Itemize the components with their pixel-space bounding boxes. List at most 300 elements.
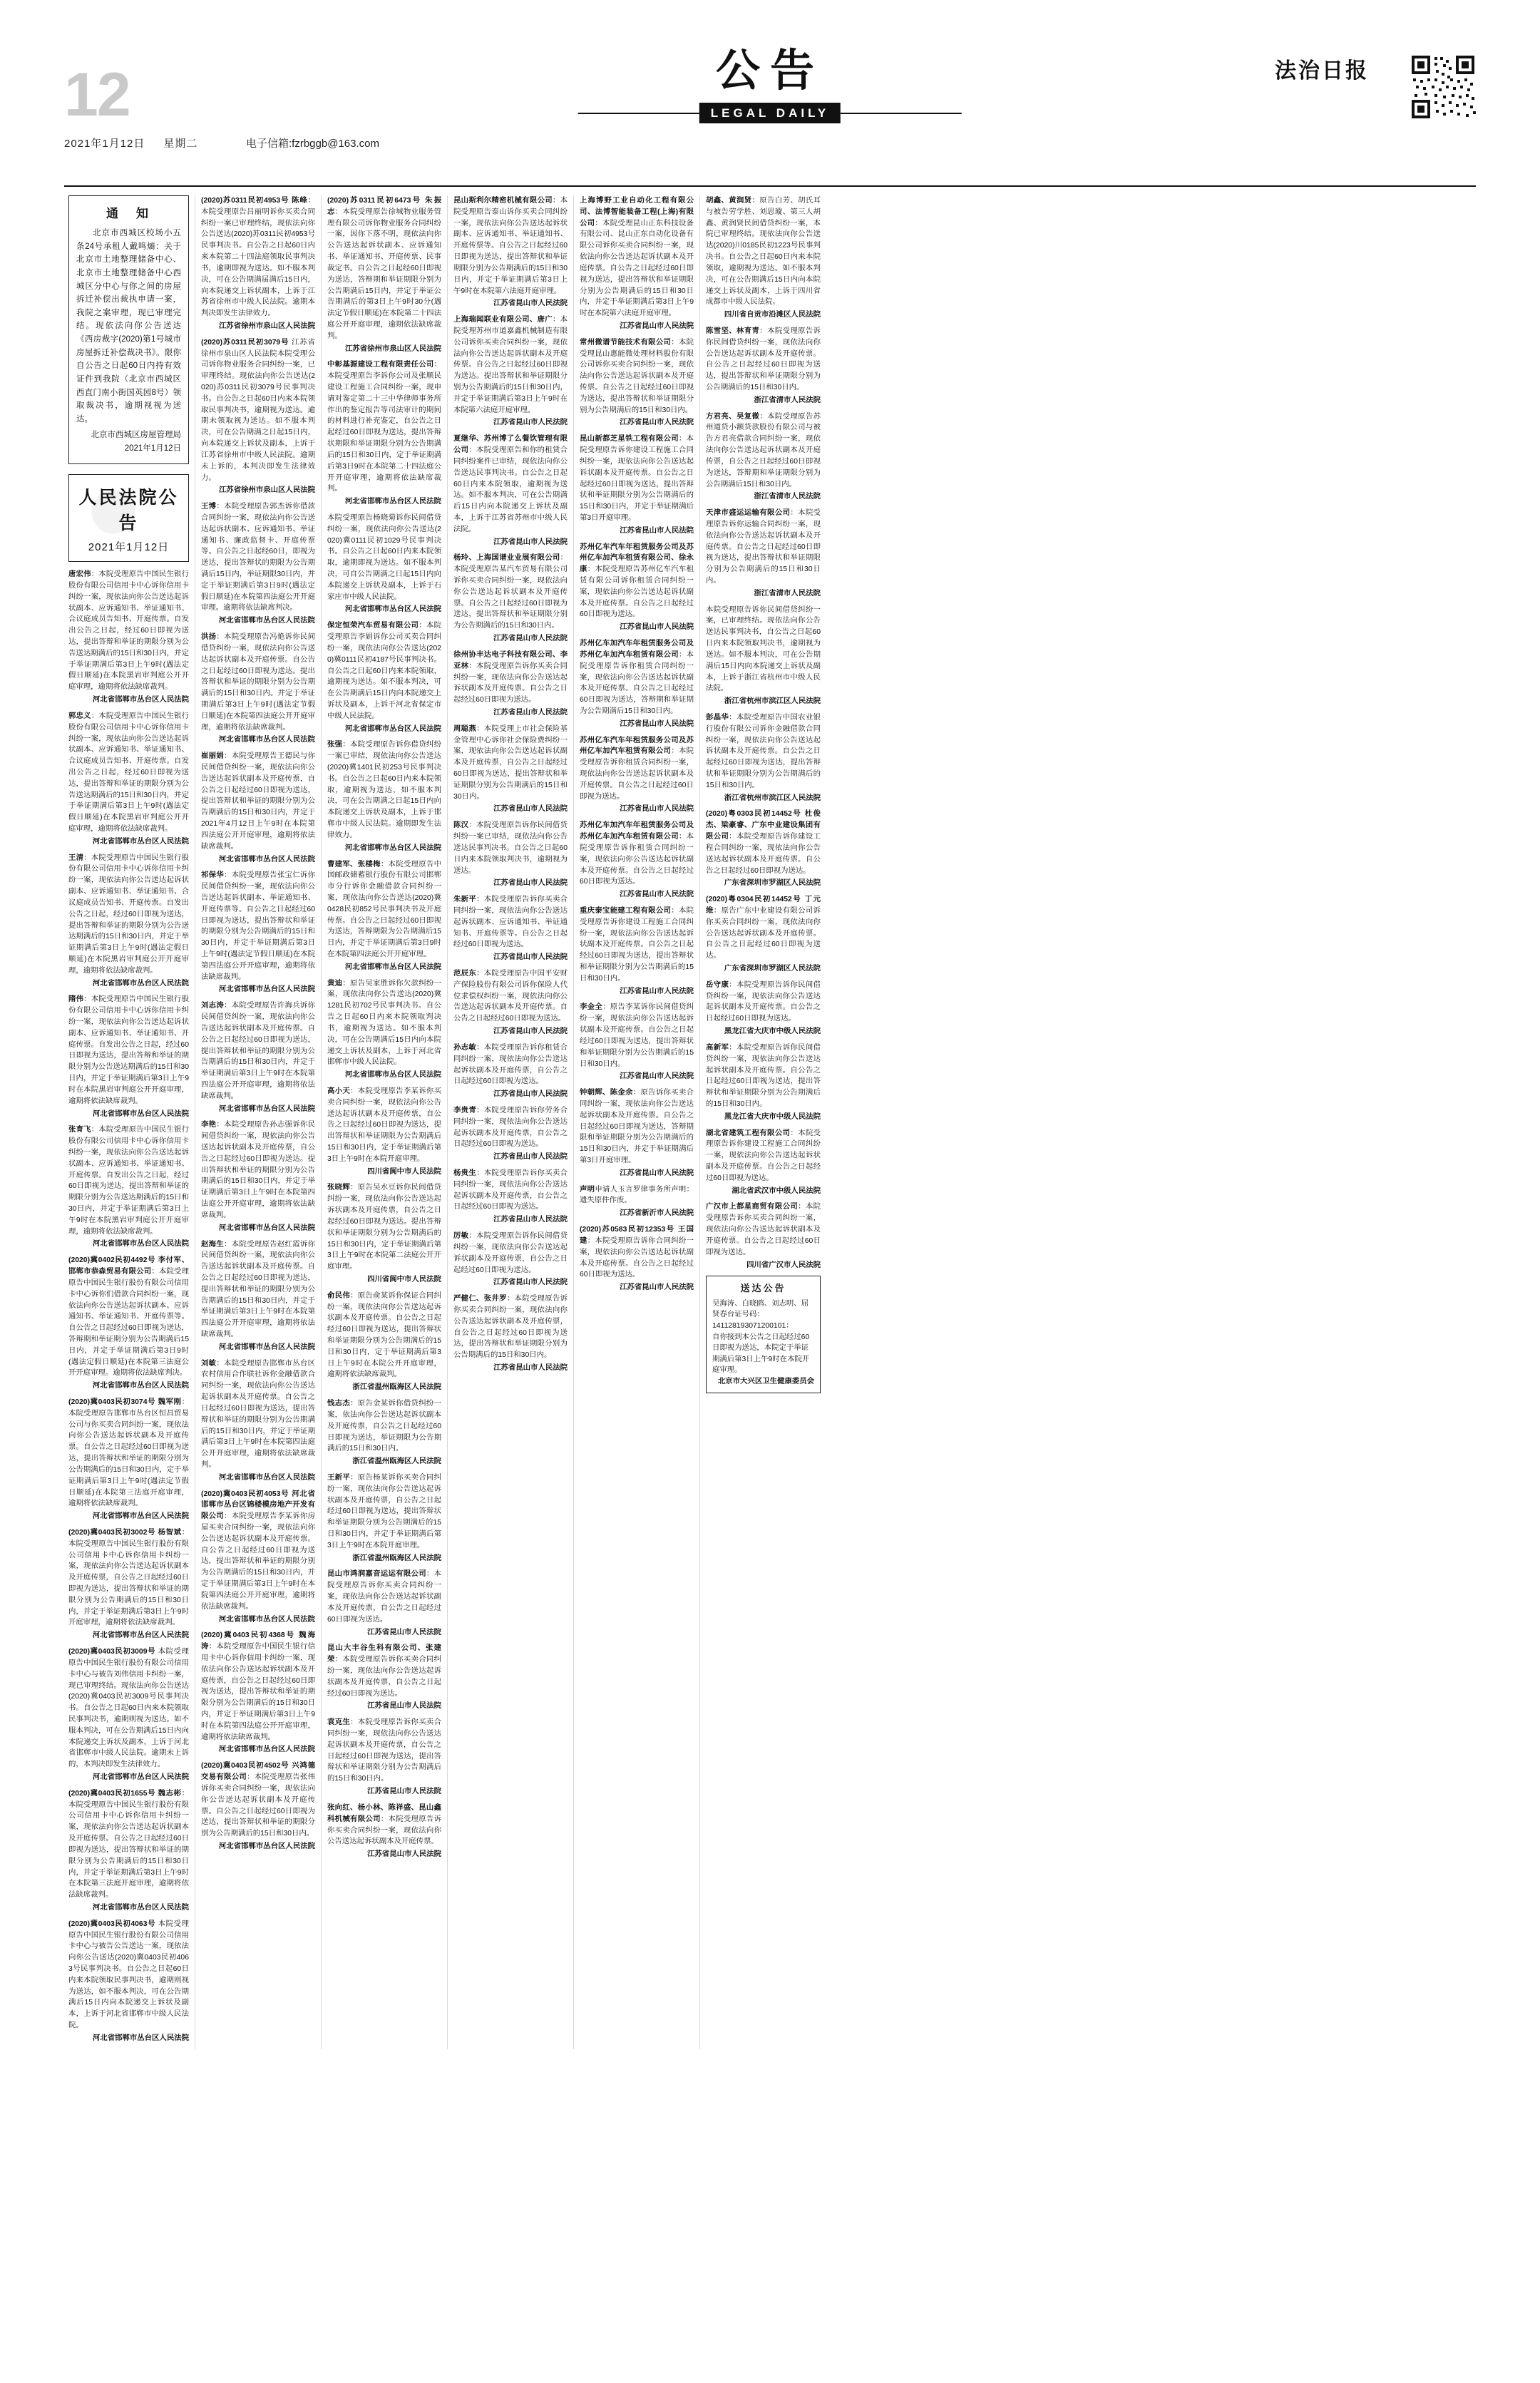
announcement-text: ：本院受理原告诉你买卖合同纠纷一案，现依法向你公告送达起诉状副本及开庭传票。 <box>327 1815 442 1846</box>
announcement-item <box>453 1168 568 1226</box>
issuing-court: 河北省邯郸市丛台区人民法院 <box>92 696 189 704</box>
announcement-text: ：本院受理原告许海兵诉你民间借贷纠纷一案，现依法向你公告送达起诉状副本及开庭传票。自公告之日起经过60日即视为送达，提出答辩状和举证的期限分别为公告期满后的15日和30日内，并定于举证期满后第3日上午9时在本院第四法庭公开开庭审理，逾期将依法缺席裁判。 <box>201 1002 316 1100</box>
case-number: (2020)苏0311民初6473号 <box>327 197 422 205</box>
announcement-text: ：本院受理原告吕丽明诉你买卖合同纠纷一案已审理终结，现依法向你公告送达(2020)苏0311民初4953号民事判决书。自公告之日起60日内来本院第二十四法庭领取民事判决书，逾期即视为送达。如不服本判决，可在公告期满届满后15日内，向本院递交上诉状副本，上诉于江苏省徐州市中级人民法院。逾期本判决即发生法律效力。 <box>201 197 315 318</box>
party-name: 王新平 <box>327 1473 351 1482</box>
column-5-articles <box>580 195 694 1293</box>
issuing-court: 江苏省昆山市人民法院 <box>493 1278 568 1287</box>
issuing-court: 江苏省昆山市人民法院 <box>493 1216 568 1224</box>
announcement-text: ：本院受理原告泰山诉你买卖合同纠纷一案，现依法向你公告送达起诉状副本、应诉通知书、举证通知书、开庭传票等。自公告之日起经过60日即视为送达，提出答辩状和举证期限分别为公告期满后的15日和30日内，并定于举证期满后第3日上午9时在本院第六法庭开庭审理。 <box>453 197 568 295</box>
issuing-court: 浙江省清市人民法院 <box>754 493 821 501</box>
announcement-text: ：本院受理原告李诉你公司及张顺民建设工程施工合同纠纷一案，现申请对鉴定第二十三中华律师事务所作出的鉴定报告等司法审计的期间的材料进行补充鉴定，自公告之日起经过60日即视为送达，提出答辩状期限和举证期限分别为公告期满后的15日和30日内，定于举证期满后第3日9时在本院第二十四法庭公开开庭审理，逾期将依法缺席裁判。 <box>327 361 441 493</box>
column-3 <box>322 195 448 2049</box>
party-name: 方君亮、吴复微 <box>706 412 760 421</box>
issuing-court: 黑龙江省大庆市中级人民法院 <box>724 1112 821 1121</box>
announcement-text: 本院受理原告诉你民间借贷纠纷一案，已审理终结。现依法向你公告送达民事判决书，自公告之日起60日内来本院领取判决书，逾期视为送达。如不服本判决，可在公告期满后15日内向本院递交上诉状及副本，上诉于浙江省杭州市中级人民法院。 <box>706 605 821 693</box>
party-name: 广汉市上都星商贸有限公司 <box>706 1203 799 1211</box>
announcement-text: 江苏省徐州市泉山区人民法院本院受理公司诉你物业服务合同纠纷一案，已审理终结。现依法向你公告送达(2020)苏0311民初3079号民事判决书。自公告之日起60日内来本院领取民事判决书，逾期视为送达。逾期未领取视为送达。如不服本判决，可在公告期满之日起15日内，向本院递交上诉状及副本，上诉于江苏省徐州市中级人民法院。逾期未上诉的，本判决即发生法律效力。 <box>201 338 315 482</box>
court-announcement-date: 2021年1月12日 <box>88 541 170 554</box>
section-title-en-band <box>578 103 962 123</box>
party-name: 王博 <box>201 503 217 511</box>
case-number: (2020)粤0304民初14452号 <box>706 896 802 904</box>
party-name: 上海博野工业自动化工程有限公司、法博智能装备工程(上海)有限公司 <box>580 197 694 227</box>
announcement-item <box>327 1398 441 1467</box>
case-number: (2020)冀0402民初4492号 <box>68 1256 156 1265</box>
issuing-court: 浙江省杭州市滨江区人民法院 <box>724 794 821 802</box>
notice-body <box>76 227 181 426</box>
announcement-item <box>68 1255 189 1392</box>
case-number: (2020)冀0403民初3002号 <box>68 1528 156 1537</box>
party-name: 苏州亿车汽车年租赁服务公司及苏州亿车加汽车租赁有限公司 <box>580 736 694 756</box>
issuing-court: 江苏省昆山市人民法院 <box>493 953 568 962</box>
party-name: 昆山斯利尔精密机械有限公司 <box>453 197 553 205</box>
announcement-text: ：本院受理原告苏州亿车汽车租赁有限公司诉你租赁合同纠纷一案，现依法向你公告送达起诉状副本及开庭传票。自公告之日起经过60日即视为送达。 <box>580 565 694 619</box>
announcement-item <box>201 1239 315 1353</box>
announcement-item <box>327 1569 441 1638</box>
party-name: 朱新平 <box>453 896 477 904</box>
announcement-item <box>580 1087 694 1179</box>
announcement-item <box>580 638 694 730</box>
announcement-item <box>201 1119 315 1234</box>
column-1 <box>63 195 195 2049</box>
party-name: 杨贵生 <box>453 1169 477 1177</box>
party-name: 陈汉 <box>453 821 469 830</box>
party-name: 祁保华 <box>201 871 225 880</box>
announcement-text: ：原告诉你买卖合同纠纷一案，现依法向你公告送达起诉状副本及开庭传票。自公告之日起经过60日即视为送达，答辩期限和举证期限分别为公告期满后的15日和30日内，并定于举证期满后第3日开庭审理。 <box>580 1089 694 1164</box>
party-name: 李艳 <box>201 1121 217 1129</box>
issuing-court: 河北省邯郸市丛台区人民法院 <box>218 1746 315 1754</box>
announcement-item <box>453 650 568 719</box>
notice-paragraph: 北京市西城区校场小五条24号承租人戴鸣熵：关于北京市土地整理储备中心、北京市土地整理储备中心西城区分中心与你之间的房屋拆迁补偿出裁执申请一案，我院之案审理，现已审理完结。现依法向你公告送达《西房裁字(2020)第1号城市房屋拆迁补偿裁决书》。限你自公告之日起60日内持有效证件到我院（北京市西城区西直门南小街国英园8号）领取裁决书，逾期视视为送达。 <box>76 229 181 424</box>
announcement-text: ：本院受理原告诉你建设工程合同纠纷一案，现依法向你公告送达起诉状副本及开庭传票。自公告之日起经过60日即视为送达。 <box>706 833 821 875</box>
issuing-court: 河北省邯郸市丛台区人民法院 <box>92 837 189 846</box>
qr-code-icon <box>1410 54 1476 120</box>
announcement-item <box>327 739 441 854</box>
issuing-court: 河北省邯郸市丛台区人民法院 <box>218 736 315 744</box>
announcement-item <box>201 1000 315 1114</box>
issuing-court: 河北省邯郸市丛台区人民法院 <box>92 1382 189 1390</box>
announcement-text: ：本院受理原告苏州道贷小额贷款股份有限公司与被告方君亮借款合同纠纷一案，现依法向你公告送达起诉状副本及开庭传票，自公告之日起经过60日即视为送达，答辩期和举证期限分别为公告期满后15日和30日内。 <box>706 412 821 488</box>
issuing-court: 广东省深圳市罗湖区人民法院 <box>724 879 821 888</box>
issuing-court: 河北省邯郸市丛台区人民法院 <box>218 1105 315 1113</box>
party-name: 范辰东 <box>453 970 477 978</box>
column-6 <box>700 195 826 2049</box>
announcement-text: ：本院受理原告诉你借贷纠纷一案已审结，现依法向你公告送达(2020)冀1401民初253号民事判决书。自公告之日起60日内来本院领取，逾期视为送达，如不服本判决，可在公告期满之日起15日内向本院递交上诉状及副本，上诉于邯郸市中级人民法院。逾期即发生法律效力。 <box>327 741 442 839</box>
announcement-item <box>68 711 189 848</box>
announcement-text: ：本院受理原告中国民生银行股份有限公司信用卡中心诉你信用卡纠纷一案，现依法向你公告送达起诉状副本、应诉通知书、举证通知书、开庭传票。自发出公告之日起，经过60日即视为送达，提出答辩和举证的期限分别为公告送达期满后的15日和30日内，并定于举证期满后第3日上午9时在本院黑岩审判庭公开开庭审理，逾期将依法缺席裁判。 <box>68 995 190 1105</box>
announcement-text: ：原告广东中业建设有限公司诉你买卖合同纠纷一案，现依法向你公告送达起诉状副本及开庭传票。自公告之日起经过60日即视为送达。 <box>706 906 821 960</box>
party-name: 陈雪坚、林育青 <box>706 327 760 335</box>
issuing-court: 江苏省昆山市人民法院 <box>620 419 694 427</box>
notice-signature <box>76 429 181 455</box>
party-name: 高小天 <box>327 1087 351 1095</box>
issuing-court: 黑龙江省大庆市中级人民法院 <box>724 1027 821 1036</box>
columns-container <box>63 195 1477 2049</box>
issuing-court: 江苏省昆山市人民法院 <box>620 719 694 728</box>
issuing-court: 江苏省昆山市人民法院 <box>493 1027 568 1036</box>
party-name: 李贵青 <box>453 1106 477 1114</box>
issuing-court: 江苏省昆山市人民法院 <box>493 299 568 308</box>
issuing-court: 河北省邯郸市丛台区人民法院 <box>218 1224 315 1232</box>
issuing-court: 河北省邯郸市丛台区人民法院 <box>218 985 315 994</box>
notice-date: 2021年1月12日 <box>124 444 181 453</box>
announcement-text: ：本院受理原告王德民与你民间借贷纠纷一案，现依法向你公告送达起诉状副本及开庭传票，自公告之日起经过60日即视为送达，提出答辩状和举证的期限分别为公告期满后的15日和30日内，并定于2021年4月12日上午9时在本院第四法庭公开开庭审理，逾期将依法缺席裁判。 <box>201 752 316 851</box>
party-name: 中彰基源建设工程有限责任公司 <box>327 361 434 369</box>
case-number: (2020)苏0583民初12353号 <box>580 1226 675 1234</box>
column-6-articles <box>706 195 821 1271</box>
announcement-item <box>201 195 315 332</box>
issuing-court: 江苏省昆山市人民法院 <box>620 805 694 814</box>
announcement-item <box>580 906 694 998</box>
bottom-notice-line-1: 吴海涛、白晓鸥、刘志明、屈贤春台证号码：141128193071200101： <box>712 1299 809 1331</box>
announcement-item <box>327 359 441 508</box>
announcement-item <box>453 1042 568 1100</box>
announcement-text: ：本院受理原告中国邮政储蓄银行股份有限公司邯郸市分行诉你金融借款合同纠纷一案，现依法向你公告送达(2020)冀0428民初852号民事判决书及开庭传票。自公告之日起经过60日即视为送达，答辩期限为公告期满后15日内，并定于举证期满后第3日9时在本院第四法庭公开开庭审理。 <box>327 860 442 958</box>
announcement-text: ：本院受理原告和你的租赁合同纠纷案件已审结，现依法向你公告送达民事判决书。自公告之日起60日内来本院领取，逾期视为送达。如不服本判决，可在公告期满后15日内向本院递交上诉状及副本，上诉于江苏省苏州市中级人民法院。 <box>453 446 568 533</box>
party-name: 丁元维 <box>706 896 821 915</box>
party-name: 厉敏 <box>453 1232 469 1241</box>
announcement-item <box>201 1358 315 1484</box>
announcement-item <box>68 1919 189 2044</box>
issuing-court: 河北省邯郸市丛台区人民法院 <box>218 1343 315 1351</box>
announcement-item <box>201 1761 315 1852</box>
announcement-item <box>580 1224 694 1293</box>
announcement-item <box>327 1803 441 1860</box>
party-name: 徐州协丰达电子科技有限公司、李亚林 <box>453 650 568 670</box>
party-name: 声明 <box>580 1185 595 1194</box>
party-name: 张育飞 <box>68 1126 91 1134</box>
email-label: 电子信箱:fzrbggb@163.com <box>246 138 379 150</box>
announcement-item <box>327 978 441 1081</box>
party-name: 魏军刚 <box>158 1398 182 1407</box>
party-name: 上海瑞闻联业有限公司、唐广 <box>453 316 553 324</box>
issuing-court: 河北省邯郸市丛台区人民法院 <box>218 1473 315 1482</box>
notice-box <box>68 195 189 464</box>
announcement-text: ：本院受理原告诉你民间借贷纠纷一案，现依法向你公告送达起诉状副本及开庭传票。自公告之日起经过60日即视为送达，提出答辩状和举证期限分别为公告期满后的15日和30日内。 <box>706 327 821 391</box>
issuing-court: 河北省邯郸市丛台区人民法院 <box>92 1512 189 1521</box>
announcement-text: ：本院受理原告诉你建设工程施工合同纠纷一案，现依法向你公告送达起诉状副本及开庭传票。自公告之日起经过60日即视为送达。 <box>706 1129 821 1182</box>
issuing-court: 河北省邯郸市丛台区人民法院 <box>218 855 315 863</box>
masthead-rule <box>64 185 1476 187</box>
announcement-item <box>706 1201 821 1271</box>
party-name: 天津市盛运运输有限公司 <box>706 509 791 518</box>
party-name: 崔丽娟 <box>201 752 225 761</box>
date-text: 2021年1月12日 <box>64 138 145 150</box>
case-number: (2020)粤0303民初14452号 <box>706 810 802 819</box>
announcement-item <box>706 712 821 804</box>
party-name: 钱志杰 <box>327 1400 351 1408</box>
announcement-text: ：本院受理原告诉你买卖合同纠纷一案，现依法向你公告送达起诉状副本及开庭传票。自公告之日起经过60日即视为送达。 <box>453 662 568 704</box>
announcement-text: ：本院受理原告诉你租赁合同纠纷一案，现依法向你公告送达起诉状副本及开庭传票。自公告之日起经过60日即视为送达。 <box>580 747 694 801</box>
announcement-item <box>453 820 568 889</box>
issuing-court: 河北省邯郸市丛台区人民法院 <box>344 498 441 506</box>
announcement-text: ：原告吴家胜诉你欠款纠纷一案，现依法向你公告送达(2020)冀1281民初702号民事判决书。自公告之日起60日内来本院领取判决书，逾期视为送达。如不服本判决，可在公告期满后15日内向本院递交上诉状及副本，上诉于河北省邯郸市中级人民法院。 <box>327 979 442 1067</box>
party-name: 孙志敏 <box>453 1043 477 1052</box>
party-name: 常州微谱节能技术有限公司 <box>580 338 672 347</box>
announcement-text: ：本院受理苏州市道嘉鑫机械制造有限公司诉你买卖合同纠纷一案，现依法向你公告送达起诉状副本及开庭传票。自公告之日起经过60日即视为送达。提出答辩状和举证期限分别为公告期满后的15日和30日内，并定于举证期满后第3日上午9时在本院第六法庭开庭审理。 <box>453 316 568 414</box>
announcement-text: 申请人玉言罗律事务所声明：遗失原件作废。 <box>580 1185 694 1205</box>
announcement-text: ：本院受理原告诉你买卖合同纠纷一案，现依法向你公告送达起诉状副本及开庭传票，自公告之日起经过60日即视为送达。 <box>453 1169 568 1211</box>
publication-date <box>64 135 197 150</box>
case-number: (2020)冀0403民初4368号 <box>201 1631 296 1640</box>
announcement-item <box>201 751 315 865</box>
announcement-item <box>327 1472 441 1564</box>
announcement-text: ：本院受理原告诉你租赁合同纠纷一案，现依法向你公告送达起诉状副本及开庭传票。自公告之日起经过60日即视为送达，答辩期和举证期为公告期满后15日和30日内。 <box>580 650 694 715</box>
announcement-text: ：本院受理昆山惠能微处理材料股份有限公司诉你买卖合同纠纷一案，现依法向你公告送达起诉状副本及开庭传票。自公告之日起经过60日即视为送达，提出答辩状和举证期限分别为公告期满后的15日和30日内。 <box>580 338 694 414</box>
issuing-court: 河北省邯郸市丛台区人民法院 <box>92 1109 189 1118</box>
announcement-item <box>327 859 441 973</box>
court-announcement-header <box>68 474 189 562</box>
announcement-text: 本院受理原告杨晓菊诉你民间借贷纠纷一案，现依法向你公告送达(2020)冀0111民初1029号民事判决书。自公告之日起60日内来本院领取，逾期即视为送达。如不服本判决，可自公告期满之日起15日内向本院递交上诉状及副本，上诉于石家庄市中级人民法院。 <box>327 513 441 601</box>
announcement-item <box>68 1646 189 1783</box>
party-name: 苏州亿车加汽车年租赁服务公司及苏州亿车加汽车租赁有限公司 <box>580 640 694 659</box>
case-number: (2020)苏0311民初4953号 <box>201 197 289 205</box>
party-name: 赵海生 <box>201 1240 225 1249</box>
newspaper-page <box>0 43 1540 2383</box>
announcement-text: ：本院受理原告中国民生银行股份有限公司信用卡中心诉你信用卡纠纷一案，现依法向你公告送达起诉状副本、应诉通知书、举证通知书、开庭传票。自发出公告之日起，经过60日即视为送达，提出答辩和举证的期限分别为公告送达期满后的15日和30日内，并定于举证期满后第3日上午9时在本院黑岩审判庭公开开庭审理，逾期将依法缺席裁判。 <box>68 1126 190 1236</box>
issuing-court: 江苏省昆山市人民法院 <box>620 526 694 535</box>
party-name: 王清 <box>68 854 84 862</box>
issuing-court: 江苏省昆山市人民法院 <box>620 1072 694 1081</box>
case-number: (2020)冀0403民初4502号 <box>201 1762 289 1770</box>
issuing-court: 江苏省昆山市人民法院 <box>493 538 568 546</box>
announcement-text: ：本院受理原告中国民生银行信用卡中心诉你信用卡纠纷一案，现依法向你公告送达起诉状副本及开庭传票，自公告之日起经过60日即视为送达，提出答辩状和举证的期限分别为公告期满后的15日和30日内，并定于举证期满后第3日上午9时在本院第四法庭公开开庭审理，逾期将依法缺席裁判。 <box>201 1643 315 1741</box>
issuing-court: 江苏省昆山市人民法院 <box>493 708 568 717</box>
party-name: 昆山大丰谷生科有限公司、张建荣 <box>327 1644 441 1664</box>
announcement-item <box>706 1042 821 1123</box>
announcement-item <box>706 894 821 975</box>
party-name: 河北省邯郸市丛台区锦楼模房地产开发有限公司 <box>201 1490 316 1521</box>
announcement-item <box>201 870 315 995</box>
announcement-text: ：本院受理原告诉你民间借贷纠纷一案，现依法向你公告送达起诉状副本及开庭传票。自公告之日起经过60日即视为送达。 <box>706 980 821 1023</box>
announcement-text: ：本院受理原告李某诉你房屋买卖合同纠纷一案，现依法向你公告送达起诉状副本及开庭传票。自公告之日起经过60日即视为送达，提出答辩状和举证的期限分别为公告期满后的15日和30日内，并定于举证期满后第3日上午9时在本院第四法庭公开开庭审理，逾期将依法缺席裁判。 <box>201 1512 316 1611</box>
section-title-en: LEGAL DAILY <box>699 103 841 123</box>
announcement-item <box>453 314 568 429</box>
party-name: 王国建 <box>580 1226 694 1245</box>
case-number: (2020)苏0311民初3079号 <box>201 338 289 347</box>
issuing-court: 江苏省昆山市人民法院 <box>367 1850 441 1859</box>
issuing-court: 浙江省杭州市滨江区人民法院 <box>724 697 821 706</box>
party-name: 严健仁、张井罗 <box>453 1295 507 1303</box>
announcement-item <box>327 195 441 354</box>
issuing-court: 河北省邯郸市丛台区人民法院 <box>344 1071 441 1080</box>
announcement-item <box>453 968 568 1037</box>
party-name: 周聪燕 <box>453 724 477 733</box>
party-name: 朱振志 <box>327 197 442 216</box>
party-name: 苏州亿车加汽车年租赁服务公司及苏州亿车加汽车租赁有限公司 <box>580 821 694 841</box>
announcement-item <box>327 1086 441 1178</box>
party-name: 黄迪 <box>327 979 343 988</box>
column-4 <box>448 195 574 2049</box>
party-name: 张晓辉 <box>327 1184 351 1192</box>
announcement-text: ：本院受理原告诉你民间借贷纠纷一案，现依法向你公告送达起诉状副本及开庭传票。自公告之日起经过60日即视为送达，提出答辩状和举证期限分别为公告期满后的15日和30日内。 <box>706 1043 821 1108</box>
column-2 <box>195 195 322 2049</box>
party-name: 夏继华、苏州博了么餐饮管理有限公司 <box>453 435 568 455</box>
issuing-court: 河北省邯郸市丛台区人民法院 <box>92 2034 189 2042</box>
column-2-articles <box>201 195 315 1852</box>
announcement-text: ：本院受理原告中国民生银行股份有限公司信用卡中心诉你信用卡纠纷一案，现依法向你公告送达起诉状副本及开庭传票，自公告之日起经过60日即视为送达，提出答辩状和举证的期限分别为公告期满后的15日和30日内，并定于举证期满后第3日上午9时开庭审理，逾期将依法缺席裁判。 <box>68 1528 190 1627</box>
issuing-court: 江苏省昆山市人民法院 <box>620 1283 694 1292</box>
party-name: 杨智斌 <box>158 1528 182 1537</box>
announcement-text: ：本院受理原告徐城物业服务管理有限公司诉你物业服务合同纠纷一案，因你下落不明，现依法向你公告送达起诉状副本、应诉通知书、举证通知书、开庭传票、民事裁定书。自公告之日起经60日即视为送达，答辩期和举证期限分别为公告期满后15日内，并定于举证公告期满后的第3日上午9时30分(遇法定节假日顺延)在本院第二十四法庭公开开庭审理，逾期依法缺席裁判。 <box>327 207 441 340</box>
announcement-item <box>68 1527 189 1641</box>
issuing-court: 江苏省新沂市人民法院 <box>620 1209 694 1218</box>
announcement-item <box>201 337 315 496</box>
party-name: 高新军 <box>706 1043 729 1052</box>
issuing-court: 河北省邯郸市丛台区人民法院 <box>92 1773 189 1782</box>
column-3-articles <box>327 195 441 1860</box>
brand-logo <box>1275 53 1369 84</box>
announcement-item <box>706 195 821 321</box>
announcement-item <box>201 501 315 627</box>
announcement-item <box>327 1643 441 1712</box>
party-name: 曹建军、张楼梅 <box>327 860 381 868</box>
issuing-court: 河北省邯郸市丛台区人民法院 <box>218 1615 315 1624</box>
announcement-text: ：本院受理原告诉你买卖合同纠纷一案，现依法向你公告送达起诉状副本及开庭传票，自公告之日起经过60日即视为送达，提出答辩状和举证期限分别为公告期满后的15日和30日内。 <box>453 1295 568 1360</box>
announcement-item <box>68 569 189 706</box>
notice-title: 通 知 <box>106 207 151 221</box>
announcement-item <box>453 195 568 309</box>
announcement-text: ：本院受理原告诉你买卖合同纠纷一案，现依法向你公告送达起诉状副本及开庭传票。自公告之日起经过60日即视为送达。 <box>706 1203 821 1256</box>
announcement-item <box>580 735 694 816</box>
announcement-text: ：本院受理原告张伟诉你买卖合同纠纷一案，现依法向你公告送达起诉状副本及开庭传票。自公告之日起经过60日即视为送达，提出答辩状和举证的期限分别为公告期满后的15日和30日内。 <box>201 1773 316 1838</box>
announcement-text: ：本院受理原告诉你租赁合同纠纷一案，现依法向你公告送达起诉状副本及开庭传票。自公告之日起经过60日即视为送达。 <box>580 833 694 886</box>
announcement-item <box>580 434 694 536</box>
announcement-item <box>327 1291 441 1393</box>
page-number: 12 <box>64 61 130 129</box>
issuing-court: 河北省邯郸市丛台区人民法院 <box>92 1631 189 1640</box>
issuing-court: 四川省广汉市人民法院 <box>746 1261 821 1269</box>
issuing-court: 四川省阆中市人民法院 <box>367 1167 441 1176</box>
announcement-text: ：本院受理原告邯郸市丛台区农村信用合作联社诉你金融借款合同纠纷一案，现依法向你公告送达起诉状副本及开庭传票。自公告之日起经过60日即视为送达，提出答辩状和举证的期限分别为公告期满后的15日和30日内，并定于举证期满后第3日上午9时在本院第四法庭公开开庭审理，逾期将依法缺席裁判。 <box>201 1359 316 1469</box>
announcement-text: ：本院受理原告诉你租赁合同纠纷一案，现依法向你公告送达起诉状副本及开庭传票，自公告之日起经过60日即视为送达。 <box>453 1043 568 1086</box>
announcement-text: ：原告金某诉你借贷纠纷一案，依法向你公告送达起诉状副本及开庭传票，自公告之日起经过60日即视为送达，举证期限为公告期满后的15日和30日内。 <box>327 1400 442 1453</box>
announcement-item <box>580 337 694 429</box>
announcement-item <box>68 1788 189 1914</box>
announcement-item <box>68 1397 189 1522</box>
party-name: 彭晶华 <box>706 713 729 722</box>
column-4-articles <box>453 195 568 1374</box>
announcement-item <box>706 411 821 503</box>
announcement-text: ：本院受理原告诉你建设工程施工合同纠纷一案，现依法向你公告送达起诉状副本及开庭传票。自公告之日起经过60日即视为送达，提出答辩状和举证期限分别为公告期满后的15日和30日内，并定于举证期满后第3日开庭审理。 <box>580 435 694 522</box>
title-rule-left <box>578 113 699 114</box>
party-name: 兴鸿德交易有限公司 <box>201 1762 316 1782</box>
party-name: 隋伟 <box>68 995 84 1004</box>
announcement-item <box>327 513 441 615</box>
issuing-court: 江苏省昆山市人民法院 <box>493 879 568 888</box>
announcement-text: 本院受理原告中国民生银行股份有限公司信用卡中心与被告公告送达一案，现依法向你公告送达(2020)冀0403民初4063号民事判决书。自公告之日起60日内来本院领取民事判决书，逾期则视为送达，如不服本判决，可在公告期满后15日内向本院递交上诉状及副本，上诉于河北省邯郸市中级人民法院。 <box>68 1920 190 2030</box>
announcement-text: ：本院受理原告张宝仁诉你民间借贷纠纷一案，现依法向你公告送达起诉状副本、举证通知书、开庭传票等。自公告之日起经过60日即视为送达，提出答辩状和举证的期限分别为公告期满后的15日和30日内，并定于举证期满后第3日上午9时(遇法定节假日顺延)在本院第四法庭公开开庭审理，逾期将依法缺席裁判。 <box>201 871 316 981</box>
announcement-text: ：本院受理原告诉你运输合同纠纷一案，现依法向你公告送达起诉状副本及开庭传票。自公告之日起经过60日即视为送达，提出答辩状和举证期限分别为公告期满后的15日和30日内。 <box>706 509 821 585</box>
issuing-court: 河北省邯郸市丛台区人民法院 <box>344 963 441 971</box>
announcement-item <box>453 1231 568 1288</box>
party-name: 刘志涛 <box>201 1002 225 1010</box>
announcement-text: ：本院受理原告郭杰诉你借款合同纠纷一案，现依法向你公告送达起诉状副本、应诉通知书、举证通知书、廉政监督卡、开庭传票等。自公告之日起经60日，即视为送达，提出答辩状的期限为公告期满后15日内，举证期限30日内，并定于举证期满后第3日9时(遇法定假日顺延)在本院第四法庭公开开庭审理。逾期将依法缺席判决。 <box>201 503 316 613</box>
issuing-court: 江苏省昆山市人民法院 <box>367 1628 441 1636</box>
issuing-court: 江苏省昆山市人民法院 <box>620 322 694 330</box>
announcement-item <box>327 620 441 734</box>
announcement-text: ：本院受理原告孙志强诉你民间借贷纠纷一案，现依法向你公告送达起诉状副本及开庭传票，自公告之日起经过60日即视为送达。提出答辩状和举证的期限分别为公告期满后的15日和30日内，并定于举证期满后第3日上午9时在本院第四法庭公开开庭审理，逾期将依法缺席裁判。 <box>201 1121 316 1219</box>
announcement-item <box>201 1630 315 1756</box>
issuing-court: 湖北省武汉市中级人民法院 <box>732 1187 821 1195</box>
announcement-text: ：本院受理原告中国农业银行股份有限公司诉你金融借款合同纠纷一案，现依法向你公告送达起诉状副本及开庭传票。自公告之日起经过60日即视为送达，提出答辩状和举证期限分别为公告期满后的15日和30日内。 <box>706 713 821 789</box>
announcement-item <box>453 1105 568 1163</box>
announcement-item <box>68 1124 189 1250</box>
issuing-court: 江苏省昆山市人民法院 <box>620 891 694 899</box>
section-title-cn: 公告 <box>715 44 824 96</box>
announcement-text: ：原告杨某诉你买卖合同纠纷一案，现依法向你公告送达起诉状副本及开庭传票，自公告之日起经过60日即视为送达，提出答辩状和举证期限分别为公告期满后的15日和30日内，并定于举证期满后第3日上午9时在本院开庭审理。 <box>327 1473 442 1549</box>
announcement-item <box>453 894 568 963</box>
announcement-text: 本院受理原告中国民生银行股份有限公司信用卡中心与被告刘伟信用卡纠纷一案，现已审理终结。现依法向你公告送达(2020)冀0403民初3009号民事判决书。自公告之日起60日内来本院领取民事判决书，逾期则视为送达。如不服本判决，可在公告期满后15日内向本院递交上诉状及副本，上诉于河北省邯郸市中级人民法院。逾期未上诉的，本判决即发生法律效力。 <box>68 1648 190 1769</box>
issuing-court: 河北省邯郸市丛台区人民法院 <box>92 1240 189 1249</box>
issuing-court: 河北省邯郸市丛台区人民法院 <box>218 617 315 625</box>
announcement-item <box>453 553 568 645</box>
party-name: 陈峰 <box>292 197 308 205</box>
party-name: 胡鑫、黄润贤 <box>706 197 752 205</box>
bottom-notice-signature: 北京市大兴区卫生健康委员会 <box>717 1378 814 1386</box>
party-name: 岳守康 <box>706 980 729 989</box>
announcement-text: ：本院受理原告中国民生银行股份有限公司信用卡中心诉你信用卡纠纷一案，现依法向你公告送达起诉状副本、应诉通知书、举证通知书、合议庭成员告知书、开庭传票。自发出公告之日起，经过60日即视为送达，提出答辩和举证的期限分别为公告送达期满后的15日和30日内，并定于举证期满后第3日上午9时(遇法定假日顺延)在本院黑岩审判庭公开开庭审理，逾期将依法缺席裁判。 <box>68 570 190 692</box>
issuing-court: 广东省深圳市罗湖区人民法院 <box>724 965 821 973</box>
brand-name: 法治日报 <box>1275 58 1369 83</box>
party-name: 魏海涛 <box>201 1631 316 1651</box>
announcement-item <box>706 326 821 406</box>
party-name: 刘敏 <box>201 1359 217 1368</box>
announcement-text: ：本院受理原告邯郸市丛台区恒昌贸易公司与你买卖合同纠纷一案，现依法向你公告送达起诉状副本及开庭传票。自公告之日起经过60日即视为送达，提出答辩状和举证的期限分别为公告期满后的15日和30日内，定于举证期满后第3日上午9时(遇法定节假日顺延)在本院第三法庭开庭审理，逾期将依法缺席裁判。 <box>68 1398 190 1508</box>
party-name: 俞民伟 <box>327 1291 351 1300</box>
issuing-court: 江苏省昆山市人民法院 <box>493 419 568 427</box>
section-title-block <box>578 44 962 123</box>
party-name: 郭忠义 <box>68 712 91 720</box>
announcement-text: ：本院受理原告中国民生银行股份有限公司信用卡中心诉你信用卡纠纷一案，现依法向你公告送达起诉状副本及开庭传票。自公告之日起经过60日即视为送达，提出答辩状和举证的期限分别为公告期满后的15日和30日内，并定于举证期满后第3日上午9时在本院第三法庭开庭审理，逾期将依法缺席裁判。 <box>68 1789 190 1900</box>
issuing-court: 浙江省温州瓯海区人民法院 <box>352 1457 441 1466</box>
column-1-articles <box>68 569 189 2044</box>
announcement-item <box>580 1184 694 1219</box>
announcement-item <box>327 1182 441 1285</box>
announcement-item <box>706 508 821 600</box>
party-name: 湖北省建筑工程有限公司 <box>706 1129 791 1137</box>
notice-signer: 北京市西城区房屋管理局 <box>91 431 181 440</box>
party-name: 李付军、邯郸市恭森贸易有限公司 <box>68 1256 190 1276</box>
party-name: 杨玲、上海国谱业业展有限公司 <box>453 554 560 563</box>
issuing-court: 江苏省昆山市人民法院 <box>493 1364 568 1372</box>
party-name: 唐宏伟 <box>68 570 91 579</box>
announcement-text: ：本院受理昆山正东科技设备有限公司、昆山正东自动化设备有限公司诉你买卖合同纠纷一案，现依法向你公告送达起诉状副本及开庭传票。自公告之日起经过60日即视为送达，提出答辩状和举证期限分别为公告期满后的15日和30日内，并定于举证期满后第3日上午9时在本院第六法庭开庭审理。 <box>580 219 694 318</box>
announcement-text: ：本院受理原告诉你民间借贷纠纷一案，现依法向你公告送达起诉状副本及开庭传票，自公告之日起经过60日即视为送达。 <box>453 1232 568 1274</box>
announcement-text: ：本院受理原告诉你建设工程施工合同纠纷一案，现依法向你公告送达起诉状副本及开庭传票。自公告之日起经过60日即视为送达，提出答辩状和举证期限分别为公告期满后的15日和30日内。 <box>580 906 694 983</box>
issuing-court: 江苏省昆山市人民法院 <box>620 987 694 995</box>
announcement-text: ：本院受理原告诉你劳务合同纠纷一案，现依法向你公告送达起诉状副本及开庭传票，自公告之日起经过60日即视为送达。 <box>453 1106 568 1149</box>
announcement-text: ：原告吴水豆诉你民间借贷纠纷一案，现依法向你公告送达起诉状副本及开庭传票，自公告之日起经过60日即视为送达。提出答辩状和举证期限分别为公告期满后的15日和30日内，定于举证期满后第3日上午9时在本院第二法庭公开开庭审理。 <box>327 1184 442 1271</box>
issuing-court: 浙江省清市人民法院 <box>754 396 821 404</box>
issuing-court: 浙江省清市人民法院 <box>754 589 821 598</box>
announcement-text: ：原告李某诉你民间借贷纠纷一案，现依法向你公告送达起诉状副本及开庭传票。自公告之日起经过60日即视为送达，提出答辩状和举证期限分别为公告期满后的15日和30日内。 <box>580 1003 694 1068</box>
announcement-text: ：本院受理原告诉你买卖合同纠纷一案，现依法向你公告送达起诉状副本及开庭传票，自公告之日起经过60日即视为送达。 <box>327 1570 441 1624</box>
announcement-text: ：本院受理原告诉你合同纠纷一案，现依法向你公告送达起诉状副本及开庭传票。自公告之日起经过60日即视为送达。 <box>580 1236 694 1279</box>
party-name: 保定恒荣汽车贸易有限公司 <box>327 622 419 630</box>
case-number: (2020)冀0403民初1655号 <box>68 1789 156 1798</box>
issuing-court: 四川省阆中市人民法院 <box>367 1275 441 1283</box>
announcement-text: ：本院受理原告冯艳诉你民间借贷纠纷一案，现依法向你公告送达起诉状副本及开庭传票。自公告之日起经过60日即视为送达。提出答辩状和举证的期限分别为公告期满后的15日和30日内。并定于举证期满后第3日上午9时(遇法定节假日顺延)在本院第四法庭公开开庭审理，逾期将依法缺席裁判。 <box>201 633 316 732</box>
court-announcement-title: 人民法院公告 <box>78 487 179 534</box>
issuing-court: 江苏省昆山市人民法院 <box>493 635 568 643</box>
issuing-court: 浙江省温州瓯海区人民法院 <box>352 1554 441 1562</box>
issuing-court: 河北省邯郸市丛台区人民法院 <box>344 724 441 733</box>
party-name: 苏州亿车汽车年租赁服务公司及苏州亿车加汽车租赁有限公司、徐永康 <box>580 543 694 574</box>
announcement-item <box>327 1717 441 1798</box>
title-rule-right <box>841 113 962 114</box>
party-name: 张向红、杨小林、陈祥盛、昆山鑫科机械有限公司 <box>327 1803 441 1823</box>
